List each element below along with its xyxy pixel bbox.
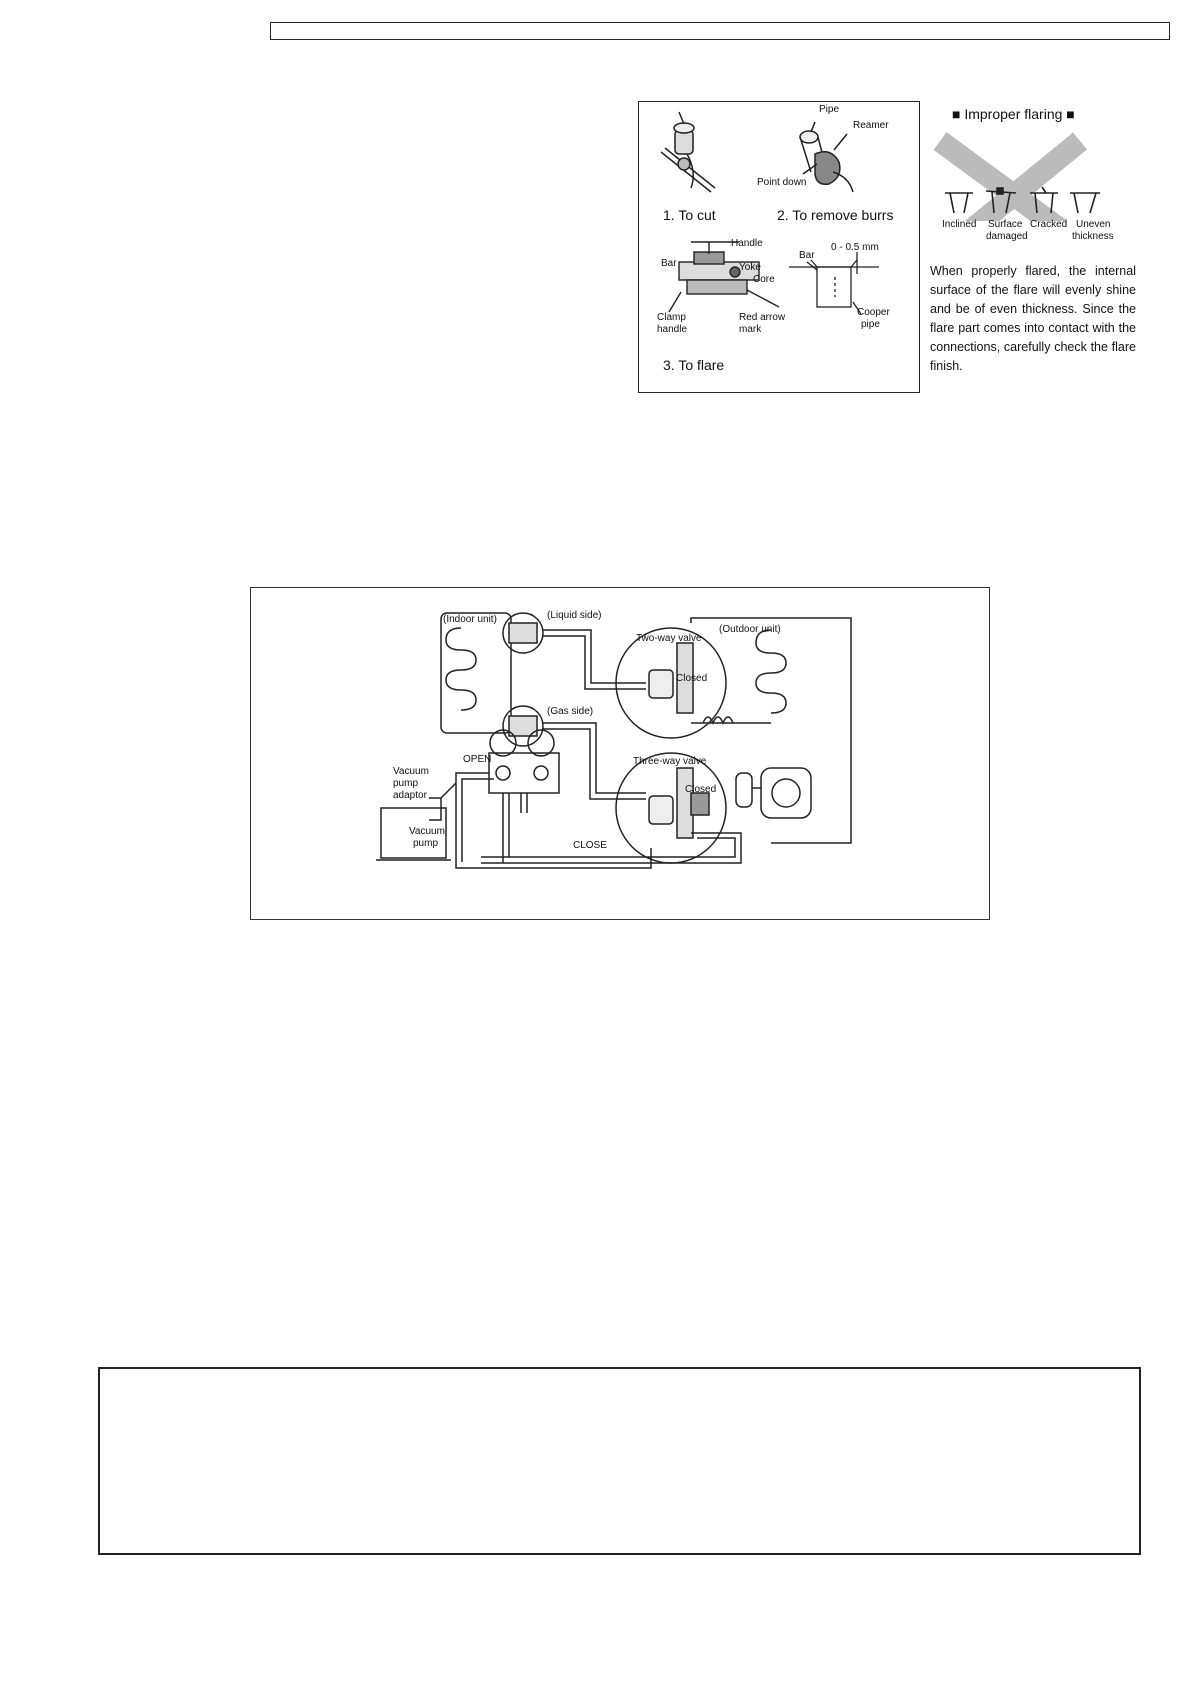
label-bar-2: Bar: [799, 250, 815, 261]
label-three-way-valve: Three-way valve: [633, 756, 707, 767]
label-outdoor-unit: (Outdoor unit): [719, 624, 781, 635]
label-handle: Handle: [731, 238, 763, 249]
label-inclined: Inclined: [942, 219, 977, 230]
step-remove-burrs: 2. To remove burrs: [777, 207, 894, 223]
label-open: OPEN: [463, 754, 492, 765]
label-clamp: Clamp: [657, 312, 686, 323]
label-bar: Bar: [661, 258, 677, 269]
label-core: Core: [753, 274, 775, 285]
label-point-down: Point down: [757, 177, 807, 188]
label-vacuum-pump-1: Vacuum: [409, 826, 445, 837]
step-cut: 1. To cut: [663, 207, 716, 223]
label-uneven: Uneven: [1076, 219, 1111, 230]
improper-flaring-title: ■ Improper flaring ■: [952, 106, 1075, 122]
label-reamer: Reamer: [853, 120, 889, 131]
label-cracked: Cracked: [1030, 219, 1068, 230]
label-yoke: Yoke: [739, 262, 761, 273]
refrigerant-circuit: [251, 588, 991, 921]
improper-flaring-section: [930, 101, 1140, 391]
header-box: [270, 22, 1170, 40]
label-gas-side: (Gas side): [547, 706, 594, 717]
label-liquid-side: (Liquid side): [547, 610, 602, 621]
label-clamp-handle: handle: [657, 324, 688, 335]
label-cooper-pipe: pipe: [861, 319, 880, 330]
vacuum-connection-diagram: [250, 587, 990, 920]
proper-flaring-note: When properly flared, the internal surface of the flare will evenly shine and be of even thickness. Since the flare part comes into contact with the connections, carefully check the flare finish.: [930, 264, 1136, 373]
label-red-arrow: Red arrow: [739, 312, 786, 323]
label-vacuum-adaptor-2: pump: [393, 778, 419, 789]
label-vacuum-adaptor-1: Vacuum: [393, 766, 429, 777]
label-closed-three-way: Closed: [685, 784, 717, 795]
note-box: [98, 1367, 1141, 1555]
improper-flare-shapes: [930, 101, 1140, 221]
label-uneven-thickness: thickness: [1072, 231, 1114, 242]
label-vacuum-adaptor-3: adaptor: [393, 790, 427, 801]
label-cooper: Cooper: [857, 307, 890, 318]
label-surface-damaged: damaged: [986, 231, 1028, 242]
label-indoor-unit: (Indoor unit): [443, 614, 497, 625]
label-two-way-valve: Two-way valve: [636, 633, 702, 644]
label-closed-two-way: Closed: [676, 673, 708, 684]
label-close: CLOSE: [573, 840, 607, 851]
label-dimension: 0 - 0.5 mm: [831, 242, 879, 253]
label-surface: Surface: [988, 219, 1023, 230]
label-red-arrow-mark: mark: [739, 324, 762, 335]
flaring-procedure-figure: [638, 101, 920, 393]
step-flare: 3. To flare: [663, 357, 725, 373]
label-vacuum-pump-2: pump: [413, 838, 439, 849]
label-pipe: Pipe: [819, 104, 840, 115]
